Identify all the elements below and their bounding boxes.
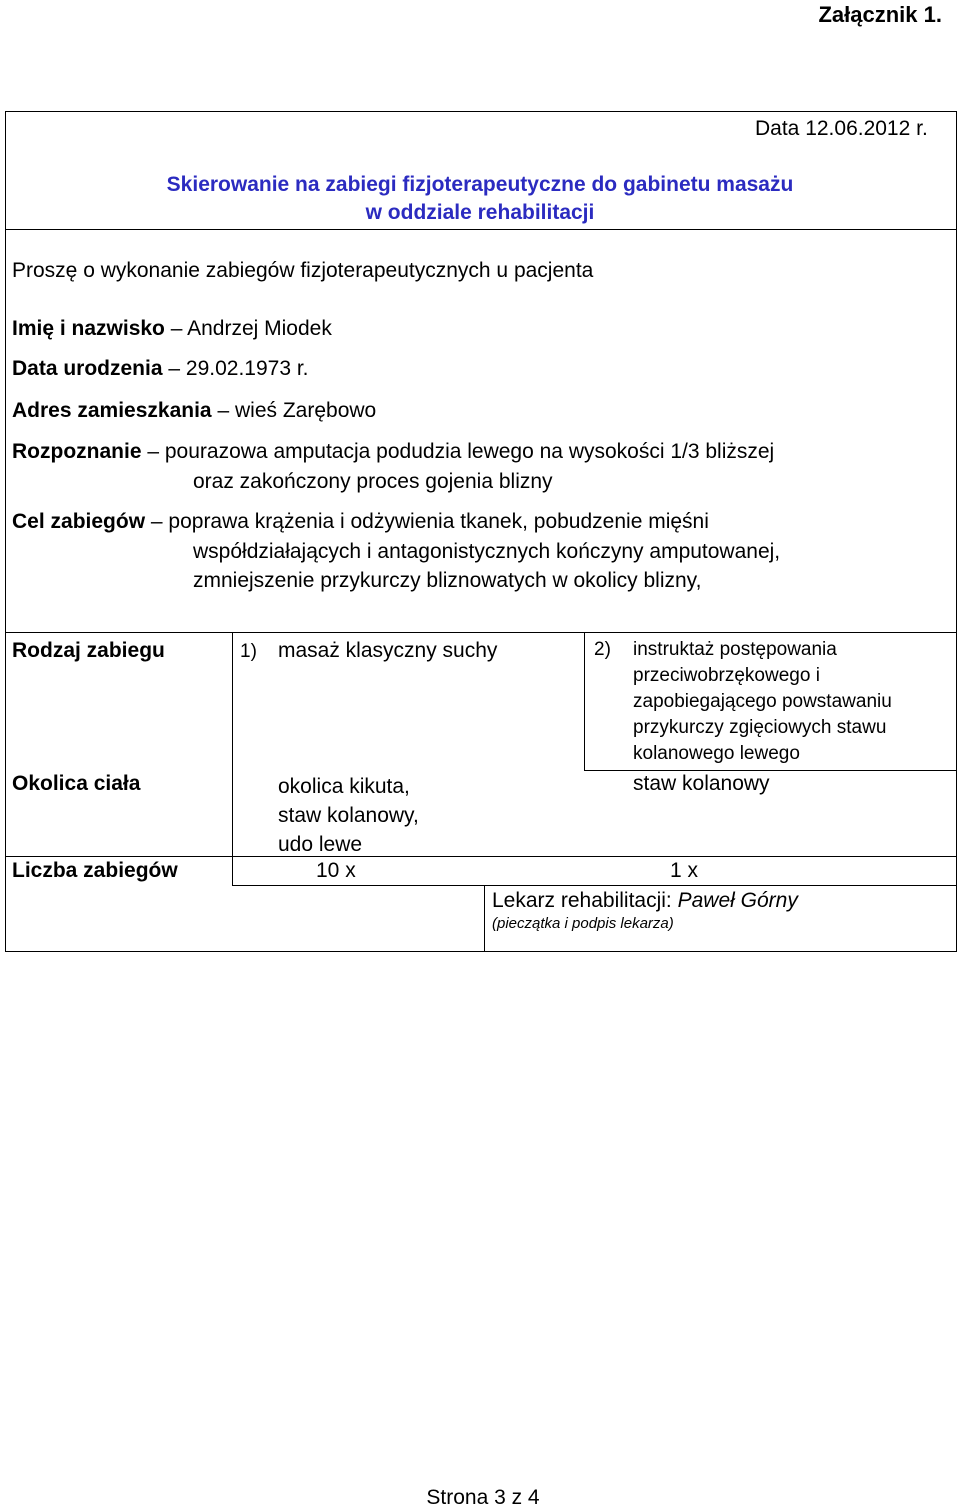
- patient-dob-row: [12, 357, 309, 381]
- treatment-1-count: 10 x: [316, 859, 356, 882]
- goal-line-1: poprawa krążenia i odżywienia tkanek, pobudzenie mięśni: [168, 510, 709, 533]
- page-title: [0, 173, 960, 225]
- treatment-2-line: zapobiegającego powstawaniu: [633, 691, 892, 712]
- treatment-2-line: przykurczy zgięciowych stawu: [633, 717, 887, 738]
- dash: –: [150, 510, 163, 533]
- doctor-label: Lekarz rehabilitacji:: [492, 889, 672, 912]
- table-divider: [232, 885, 957, 886]
- treatment-2-number: 2): [594, 639, 611, 660]
- title-line-1: Skierowanie na zabiegi fizjoterapeutyczne do gabinetu masażu: [166, 173, 794, 196]
- dash: –: [147, 440, 160, 463]
- goal-label: Cel zabiegów: [12, 510, 146, 533]
- treatment-1-number: 1): [240, 641, 257, 662]
- goal-line-2: współdziałających i antagonistycznych kończyny amputowanej,: [193, 540, 781, 563]
- doctor-stamp-note: (pieczątka i podpis lekarza): [492, 915, 674, 932]
- table-divider: [232, 632, 233, 885]
- page-number: Strona 3 z 4: [426, 1486, 540, 1509]
- dash: –: [168, 357, 181, 380]
- table-divider: [584, 770, 957, 771]
- doctor-name: Paweł Górny: [677, 889, 798, 912]
- body-area-label: Okolica ciała: [12, 772, 141, 795]
- patient-name-value: Andrzej Miodek: [187, 317, 332, 340]
- patient-address-row: [12, 399, 376, 423]
- treatment-2-line: kolanowego lewego: [633, 743, 800, 764]
- treatment-type-label: Rodzaj zabiegu: [12, 639, 165, 662]
- diagnosis-line-1: pourazowa amputacja podudzia lewego na wysokości 1/3 bliższej: [164, 440, 775, 463]
- dash: –: [217, 399, 230, 422]
- patient-name-label: Imię i nazwisko: [12, 317, 165, 340]
- request-text: Proszę o wykonanie zabiegów fizjoterapeutycznych u pacjenta: [12, 259, 594, 282]
- doctor-row: [492, 889, 798, 913]
- diagnosis-label: Rozpoznanie: [12, 440, 142, 463]
- patient-dob-label: Data urodzenia: [12, 357, 163, 380]
- treatment-2-line: instruktaż postępowania: [633, 639, 837, 660]
- table-divider: [5, 856, 957, 857]
- goal-line-3: zmniejszenie przykurczy bliznowatych w okolicy blizny,: [193, 569, 702, 592]
- title-divider: [5, 229, 957, 230]
- diagnosis-line-2: oraz zakończony proces gojenia blizny: [193, 470, 553, 493]
- patient-address-value: wieś Zarębowo: [234, 399, 377, 422]
- treatment-2-description: [633, 637, 892, 767]
- treatment-1-area-line: udo lewe: [278, 833, 363, 856]
- date-field: Data 12.06.2012 r.: [755, 117, 928, 140]
- attachment-label: Załącznik 1.: [818, 2, 942, 27]
- dash: –: [170, 317, 183, 340]
- goal-row: [12, 510, 709, 534]
- treatment-1-name: masaż klasyczny suchy: [278, 639, 498, 662]
- patient-name-row: [12, 317, 332, 341]
- patient-address-label: Adres zamieszkania: [12, 399, 212, 422]
- patient-dob-value: 29.02.1973 r.: [185, 357, 309, 380]
- table-top-border: [5, 632, 957, 633]
- treatment-2-area: staw kolanowy: [633, 772, 770, 795]
- table-divider: [584, 632, 585, 770]
- treatment-count-label: Liczba zabiegów: [12, 859, 178, 882]
- title-line-2: w oddziale rehabilitacji: [365, 201, 595, 224]
- treatment-1-area: [278, 772, 419, 859]
- table-divider: [484, 885, 485, 951]
- treatment-1-area-line: staw kolanowy,: [278, 804, 419, 827]
- treatment-2-line: przeciwobrzękowego i: [633, 665, 820, 686]
- diagnosis-row: [12, 440, 774, 464]
- treatment-1-area-line: okolica kikuta,: [278, 775, 410, 798]
- treatment-2-count: 1 x: [670, 859, 699, 882]
